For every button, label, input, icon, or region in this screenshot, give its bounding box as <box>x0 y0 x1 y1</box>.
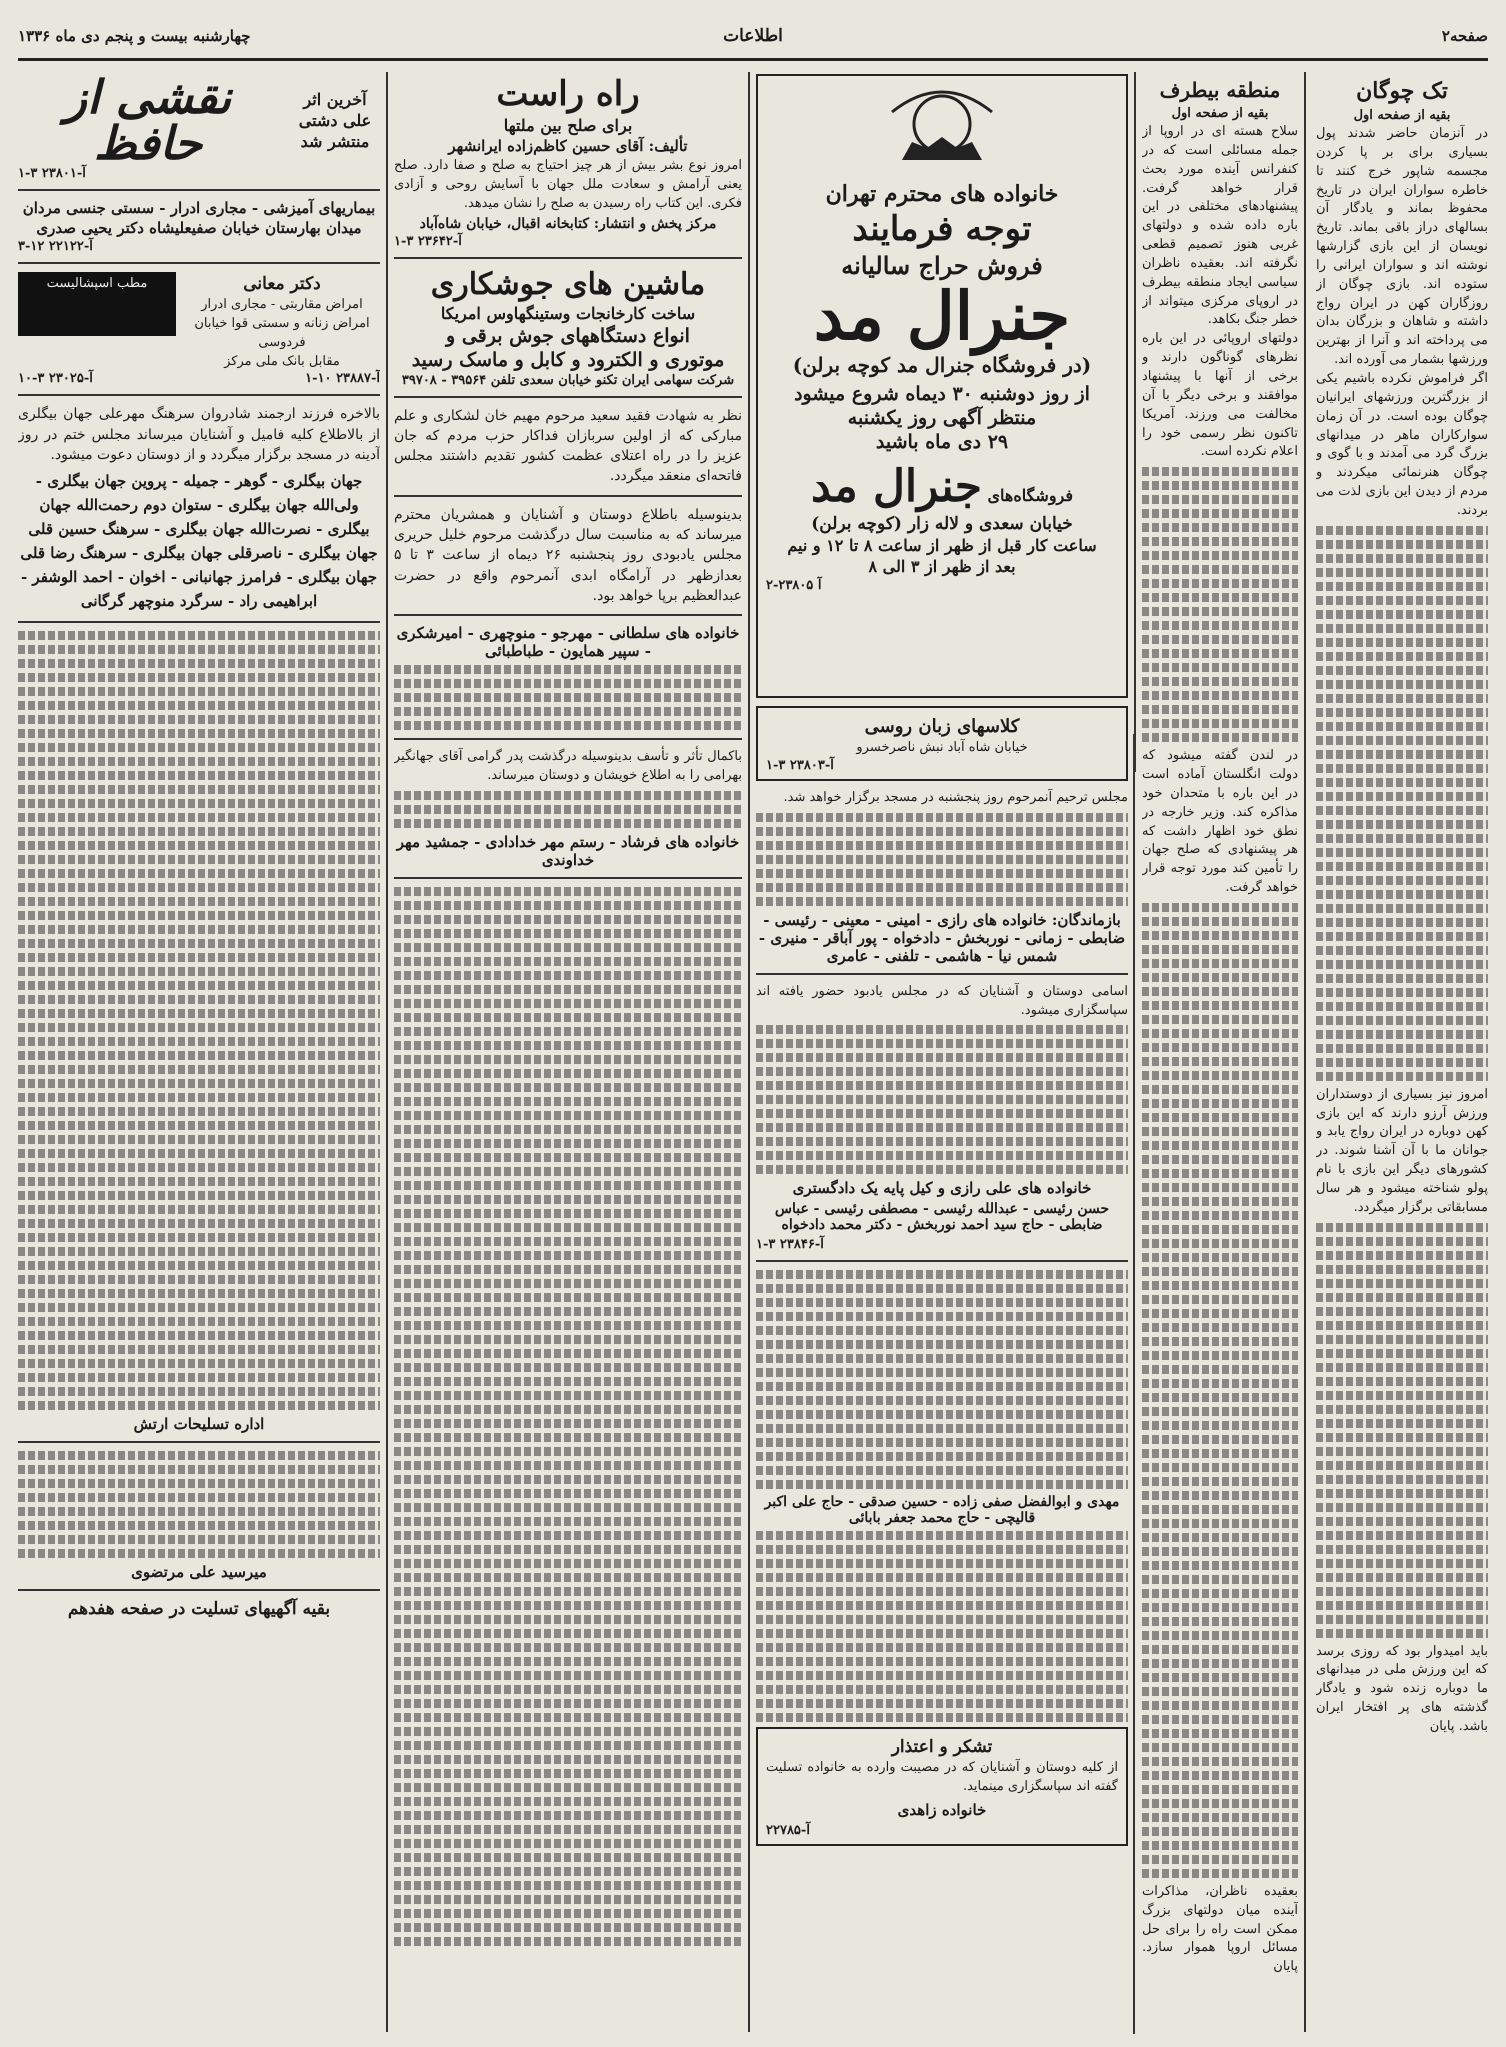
obit-bahrami: باکمال تأثر و تأسف بدینوسیله درگذشت پدر گرامی آقای جهانگیر بهرامی را به اطلاع خویشان و دوستان میرساند. <box>394 749 742 784</box>
hafez-line-3: منتشر شد <box>300 131 370 151</box>
obit-text-lines <box>756 1270 1128 1489</box>
general-mode-ad <box>756 74 1128 698</box>
hafez-line-2: علی دشتی <box>298 110 372 130</box>
column-rule <box>748 72 750 2032</box>
chogan-subtitle: بقیه از صفحه اول <box>1353 108 1451 123</box>
page-number: صفحه۲ <box>1441 27 1488 45</box>
column-left <box>18 74 380 2024</box>
thanks-signature: خانواده زاهدی <box>897 1801 987 1820</box>
gm-sale: فروش حراج سالیانه <box>841 251 1043 280</box>
welding-line-2: انواع دستگاههای جوش برقی و <box>446 324 690 347</box>
obit-shahid: نظر به شهادت فقید سعید مرحوم مهیم خان لشکاری و علم مبارکی که از اولین سربازان فداکار حزب مردم که جان عزیز را در راه اعتلای عظمت کشور تقدیم داشتند مجلس فاتحه‌ای منعقد میگردد. <box>394 407 742 485</box>
gm-hours-2: بعد از ظهر از ۳ الی ۸ <box>868 557 1016 577</box>
doctor2-code-1: آ-۲۳۰۲۵ ۳-۱۰ <box>18 371 93 387</box>
neutral-body: سلاح هسته ای در اروپا از جمله مسائلی است که در کنفرانس آینده مورد بحث قرار خواهد گرفت. پیشنهادهای مختلفی در این باره داده شده و دولتهای غربی هنوز تصمیم قطعی نگرفته اند. بعقیده ناظران سیاسی ایجاد منطقه بیطرف در اروپای مرکزی میتواند از خطر جنگ بکاهد. <box>1142 124 1298 328</box>
doctor1-line-1: بیماریهای آمیزشی - مجاری ادرار - سستی جنسی مردان <box>22 199 376 217</box>
chogan-body-2: اگر فراموش نکرده باشیم یکی از بزرگترین ورزشهای ایرانیان چوگان بوده است. در آن زمان سوارکاران ماهر در میدانهای بزرگ گرد می آمدند و با گوی و چوگان هنرنمائی میکردند و مردم از دیدن این بازی لذت می بردند. <box>1316 370 1488 518</box>
obit-names-2: بازماندگان: خانواده های رازی - امینی - معینی - رئیسی - ضابطی - زمانی - نوربخش - دادخواه - پور آباقر - منیری - شمس نیا - هاشمی - تلفنی - عامری <box>758 910 1126 965</box>
newspaper-page <box>18 14 1488 2034</box>
neutral-text-lines <box>1142 903 1298 1878</box>
chogan-body-4: باید امیدوار بود که روزی برسد که این ورزش ملی در میدانهای ما دوباره زنده شود و یادگار گذشته های پر افتخار ایران باشد. پایان <box>1316 1643 1488 1734</box>
gm-greeting: خانواده های محترم تهران <box>825 181 1059 207</box>
welding-ad <box>394 267 742 388</box>
doctor2-code-2: آ-۲۳۸۸۷ ۱۰-۱ <box>305 371 380 387</box>
obit-text-lines <box>394 887 742 1946</box>
chogan-text-lines <box>1316 1223 1488 1638</box>
gm-store2-line <box>766 461 1118 512</box>
chogan-title: تک چوگان <box>1356 78 1448 104</box>
obit-jahanbeglari-names: جهان بیگلری - گوهر - جمیله - پروین جهان بیگلری - ولی‌الله جهان بیگلری - ستوان دوم رحمت‌الله جهان بیگلری - نصرت‌الله جهان بیگلری - سرهنگ حسین قلی جهان بیگلری - ناصرقلی جهان بیگلری - سرهنگ رضا قلی جهان بیگلری - فرامرز جهانبانی - اخوان - احمد الوشفر - ابراهیمی راد - سرگرد منوچهر گرگانی <box>20 472 378 611</box>
doctor2-clinic-logo: مطب اسپشالیست <box>18 272 176 336</box>
rahrast-center: مرکز پخش و انتشار: کتابخانه اقبال، خیابان شاه‌آباد <box>419 215 717 232</box>
doctor-maani-ad <box>18 272 380 371</box>
doctor2-line-1: امراض مقاربتی - مجاری ادرار <box>201 297 363 312</box>
chogan-body: در آنزمان حاضر شدند پول بسیاری برای بر پا کردن مجسمه شاپور خرج کنند تا خاطره سواران ایران در تاریخ محفوظ بماند و یادگار آن بسالهای دراز باقی بماند. تاریخ نویسان از این بازی گزارشها نوشته اند و سواران ایرانی را ستوده اند. بازی چوگان از روزگاران کهن در ایران رواج داشته و شاهان و بزرگان بدان می پرداخته اند و آنرا از بهترین ورزشها بشمار می آورده اند. <box>1316 126 1488 368</box>
neutral-body-2: دولتهای اروپائی در این باره نظرهای گوناگون دارند و برخی از آنها با پیشنهاد موافقند و برخی دیگر با آن مخالفت می ورزند. آمریکا تاکنون نظر رسمی خود را اعلام نکرده است. <box>1142 331 1298 460</box>
gm-attention: توجه فرمایند <box>852 209 1032 249</box>
page-header <box>18 14 1488 61</box>
russian-class-code: آ-۲۳۸۰۳ ۳-۱ <box>766 757 834 773</box>
doctor2-line-3: مقابل بانک ملی مرکز <box>224 353 340 369</box>
rahrast-ad <box>394 74 742 249</box>
gm-hours-1: ساعت کار قبل از ظهر از ساعت ۸ تا ۱۲ و نیم <box>787 536 1097 556</box>
welding-line-4: شرکت سهامی ایران تکنو خیابان سعدی تلفن ۳۹۵۶۴ - ۳۹۷۰۸ <box>401 372 735 388</box>
obit-names-3: اسامی دوستان و آشنایان که در مجلس یادبود حضور یافته اند سپاسگزاری میشود. <box>756 983 1128 1018</box>
hafez-code: آ-۲۳۸۰۱ ۳-۱ <box>18 166 86 181</box>
russian-class-ad <box>756 706 1128 781</box>
rahrast-title: راه راست <box>496 74 640 114</box>
doctor2-name: دکتر معانی <box>243 274 321 294</box>
rahrast-code: آ-۲۳۶۴۲ ۳-۱ <box>394 233 462 249</box>
gm-wait: منتظر آگهی روز یکشنبه <box>847 407 1037 430</box>
obit-names-5: حسن رئیسی - عبدالله رئیسی - مصطفی رئیسی - عباس ضابطی - حاج سید احمد نوربخش - دکتر محمد دادخواه <box>774 1201 1110 1234</box>
gm-name: جنرال مد <box>813 277 1071 355</box>
welding-line-3: موتوری و الکترود و کابل و ماسک رسید <box>411 348 725 371</box>
welding-line-1: ساخت کارخانجات وستینگهاوس امریکا <box>440 303 696 323</box>
gm-address: خیابان سعدی و لاله زار (کوچه برلن) <box>811 514 1073 535</box>
column-rule <box>386 72 388 2032</box>
paper-name: اطلاعات <box>723 26 783 46</box>
rahrast-body: امروز نوع بشر بیش از هر چیز احتیاج به صلح و صفا دارد. صلح یعنی آرامش و سعادت ملل جهان با آسایش روحی و آزادی فکری. این کتاب راه رسیدن به صلح را نشان میدهد. <box>394 158 742 211</box>
column-chogan <box>1316 74 1488 2024</box>
neutral-body-3: در لندن گفته میشود که دولت انگلستان آماده است در این باره با متحدان خود مذاکره کند. وزیر خارجه در نطق خود اظهار داشت که هر پیشنهادی که صلح جهان را تأمین کند مورد توجه قرار خواهد گرفت. <box>1142 748 1298 896</box>
obit-jahanbeglari: بالاخره فرزند ارجمند شادروان سرهنگ مهرعلی جهان بیگلری از بالاطلاع کلیه فامیل و آشنایان میرساند مجلس ختم در روز آدینه در مسجد برگزار میگردد و از دوستان دعوت میشود. <box>18 406 380 463</box>
obit-hariri: بدینوسیله باطلاع دوستان و آشنایان و همشریان محترم میرساند که به مناسبت سال درگذشت مرحوم خلیل حریری مجلس یادبودی روز پنجشنبه ۲۶ دیماه از ساعت ۳ تا ۵ بعدازظهر در آرامگاه ابدی آنمرحوم واقع در حضرت عبدالعظیم برپا خواهد بود. <box>394 506 742 604</box>
doctor2-line-2: امراض زنانه و سستی قوا خیابان فردوسی <box>194 315 370 350</box>
gm-store2-prefix: فروشگاه‌های <box>987 486 1074 506</box>
obit-text-lines <box>756 1531 1128 1722</box>
thanks-body: از کلیه دوستان و آشنایان که در مصیبت وارده به خانواده تسلیت گفته اند سپاسگزاری مینماید. <box>766 1760 1118 1795</box>
obit-names-1: مجلس ترحیم آنمرحوم روز پنجشنبه در مسجد برگزار خواهد شد. <box>783 789 1128 805</box>
obit-text-lines <box>394 665 742 730</box>
russian-class-title: کلاسهای زبان روسی <box>864 716 1020 737</box>
column-neutral-zone <box>1142 74 1298 2024</box>
issue-date: چهارشنبه بیست و پنجم دی ماه ۱۳۳۶ <box>18 27 251 45</box>
welding-title: ماشین های جوشکاری <box>430 266 706 302</box>
neutral-title: منطقه بیطرف <box>1159 78 1281 102</box>
column-rule <box>1133 734 1135 2034</box>
gm-store: (در فروشگاه جنرال مد کوچه برلن) <box>792 353 1092 378</box>
obit-text-lines <box>394 791 742 828</box>
obit-text-lines <box>18 1451 380 1558</box>
thanks-title: تشکر و اعتذار <box>891 1737 993 1758</box>
continued-note: بقیه آگهیهای تسلیت در صفحه هفدهم <box>67 1599 331 1620</box>
obit-text-lines <box>756 813 1128 906</box>
lion-sun-emblem-icon <box>766 82 1118 179</box>
obit-soltani: خانواده های سلطانی - مهرجو - منوچهری - امیرشکری - سپیر همایون - طباطبائی <box>396 624 740 661</box>
neutral-text-lines <box>1142 467 1298 742</box>
obit-code: آ-۲۳۸۴۶ ۳-۱ <box>756 1237 824 1253</box>
obit-text-lines <box>18 631 380 1410</box>
russian-class-address: خیابان شاه آباد نبش ناصرخسرو <box>856 740 1028 755</box>
column-general-mode <box>756 74 1128 2024</box>
gm-date: ۲۹ دی ماه باشید <box>875 431 1009 454</box>
doctor1-code: آ-۲۲۱۲۲ ۱۲-۳ <box>18 239 93 254</box>
obit-text-lines <box>756 1025 1128 1174</box>
hafez-ad <box>18 74 380 170</box>
obit-names-6: مهدی و ابوالفضل صفی زاده - حسین صدقی - حاج علی اکبر قالیچی - حاج محمد جعفر بابائی <box>764 1494 1120 1527</box>
chogan-text-lines <box>1316 526 1488 1081</box>
doctor-sadri-ad <box>18 199 380 254</box>
doctor2-info <box>184 272 380 371</box>
thanks-code: آ-۲۲۷۸۵ <box>766 1823 810 1839</box>
obit-names-4: خانواده های علی رازی و کیل پایه یک دادگستری <box>792 1179 1092 1198</box>
gm-store2: جنرال مد <box>810 461 982 513</box>
final-signature: میرسید علی مرتضوی <box>131 1563 267 1582</box>
column-rule <box>1134 72 1136 772</box>
rahrast-author: تألیف: آقای حسین کاظم‌زاده ایرانشهر <box>448 137 688 155</box>
hafez-logo: نقشی از حافظ <box>64 74 232 170</box>
obit-farshad: خانواده های فرشاد - رستم مهر خدادادی - جمشید مهر خداوندی <box>396 832 740 869</box>
doctor2-codes <box>18 371 380 386</box>
chogan-body-3: امروز نیز بسیاری از دوستداران ورزش آرزو دارند که این بازی کهن دوباره در ایران رواج یابد و جوانان ما با آن آشنا شوند. در کشورهای دیگر این بازی با نام پولو شناخته میشود و هر سال مسابقاتی برگزار میگردد. <box>1316 1086 1488 1215</box>
column-rule <box>1304 72 1306 2032</box>
neutral-subtitle: بقیه از صفحه اول <box>1171 106 1269 121</box>
hafez-line-1: آخرین اثر <box>303 89 367 109</box>
thanks-box <box>756 1727 1128 1846</box>
column-center <box>394 74 742 2024</box>
rahrast-sub: برای صلح بین ملتها <box>503 116 633 135</box>
gm-start: از روز دوشنبه ۳۰ دیماه شروع میشود <box>794 383 1090 406</box>
gm-code: ۲-۲۳۸۰۵ آ <box>766 578 822 594</box>
hafez-info <box>290 88 380 153</box>
doctor1-line-2: میدان بهارستان خیابان صفیعلیشاه دکتر یحیی صدری <box>36 219 362 237</box>
neutral-body-4: بعقیده ناظران، مذاکرات آینده میان دولتهای بزرگ ممکن است راه را برای حل مسائل اروپا هموار سازد. پایان <box>1142 1883 1298 1975</box>
army-office: اداره تسلیحات ارتش <box>133 1415 265 1434</box>
